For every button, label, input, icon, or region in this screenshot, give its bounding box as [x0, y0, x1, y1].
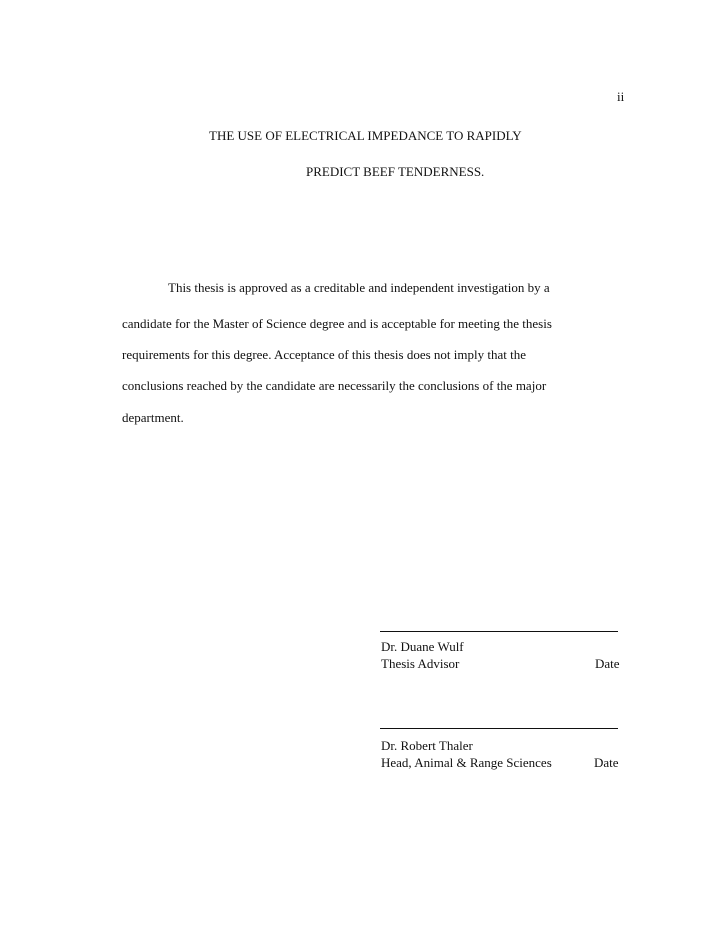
signatory-name: Dr. Robert Thaler: [381, 738, 473, 753]
signature-line: [380, 728, 618, 729]
signature-line: [380, 631, 618, 632]
signatory-title: Head, Animal & Range Sciences: [381, 755, 552, 770]
thesis-title-line-2: PREDICT BEEF TENDERNESS.: [306, 164, 485, 179]
date-label: Date: [594, 755, 619, 770]
paragraph-line: department.: [122, 410, 184, 425]
date-label: Date: [595, 656, 620, 671]
signatory-title: Thesis Advisor: [381, 656, 460, 671]
thesis-title-line-1: THE USE OF ELECTRICAL IMPEDANCE TO RAPIDLY: [209, 128, 522, 143]
paragraph-line: requirements for this degree. Acceptance of this thesis does not imply that the: [122, 347, 526, 362]
paragraph-line: conclusions reached by the candidate are necessarily the conclusions of the major: [122, 378, 547, 393]
paragraph-line: candidate for the Master of Science degree and is acceptable for meeting the thesis: [122, 316, 552, 331]
signatory-name: Dr. Duane Wulf: [381, 639, 464, 654]
page-number: ii: [617, 89, 625, 104]
paragraph-line: This thesis is approved as a creditable and independent investigation by a: [168, 280, 550, 295]
